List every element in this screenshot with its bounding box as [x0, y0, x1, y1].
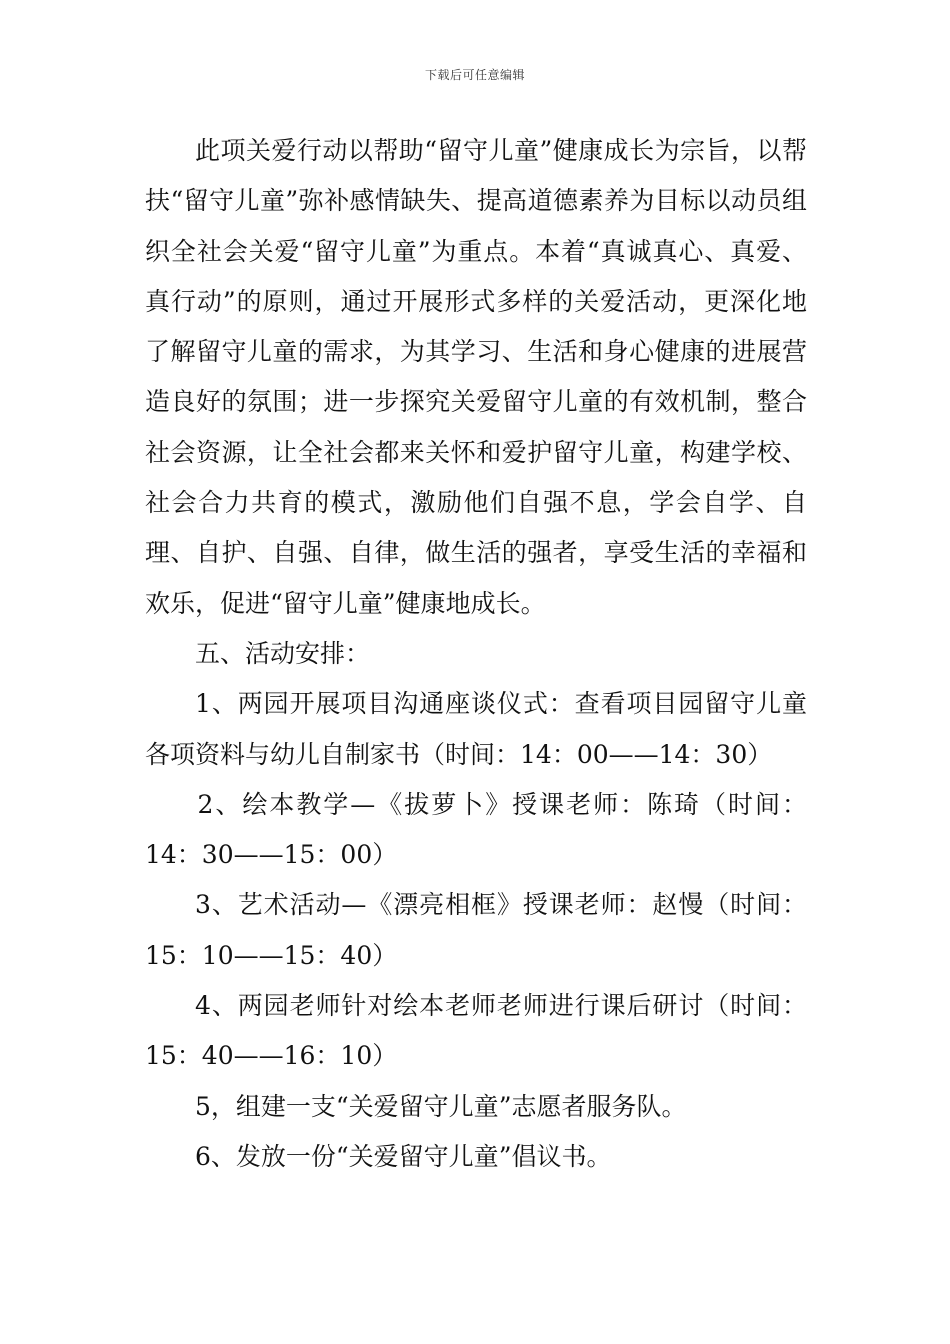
activity-item-4: 4、两园老师针对绘本老师老师进行课后研讨（时间：15：40——16：10）: [145, 991, 807, 1071]
activity-item-5: 5，组建一支“关爱留守儿童”志愿者服务队。: [195, 1091, 687, 1121]
intro-paragraph: 此项关爱行动以帮助“留守儿童”健康成长为宗旨，以帮扶“留守儿童”弥补感情缺失、提高道德素养为目标以动员组织全社会关爱“留守儿童”为重点。本着“真诚真心、真爱、真行动”的原则，通过开展形式多样的关爱活动，更深化地了解留守儿童的需求，为其学习、生活和身心健康的进展营造良好的氛围；进一步探究关爱留守儿童的有效机制，整合社会资源，让全社会都来关怀和爱护留守儿童，构建学校、社会合力共育的模式，激励他们自强不息，学会自学、自理、自护、自强、自律，做生活的强者，享受生活的幸福和欢乐，促进“留守儿童”健康地成长。: [145, 136, 807, 618]
page-header-note: 下载后可任意编辑: [424, 68, 525, 82]
activity-item-3: 3、艺术活动—《漂亮相框》授课老师：赵慢（时间：15：10——15：40）: [145, 890, 807, 970]
activity-item-2: 2、绘本教学—《拔萝卜》授课老师：陈琦（时间：14：30——15：00）: [145, 789, 807, 870]
activity-item-6: 6、发放一份“关爱留守儿童”倡议书。: [195, 1141, 612, 1171]
section-heading-activity-arrangement: 五、活动安排：: [195, 638, 371, 668]
document-body: [145, 126, 807, 1182]
activity-item-1: 1、两园开展项目沟通座谈仪式：查看项目园留守儿童各项资料与幼儿自制家书（时间：14：00——14：30）: [145, 689, 807, 769]
